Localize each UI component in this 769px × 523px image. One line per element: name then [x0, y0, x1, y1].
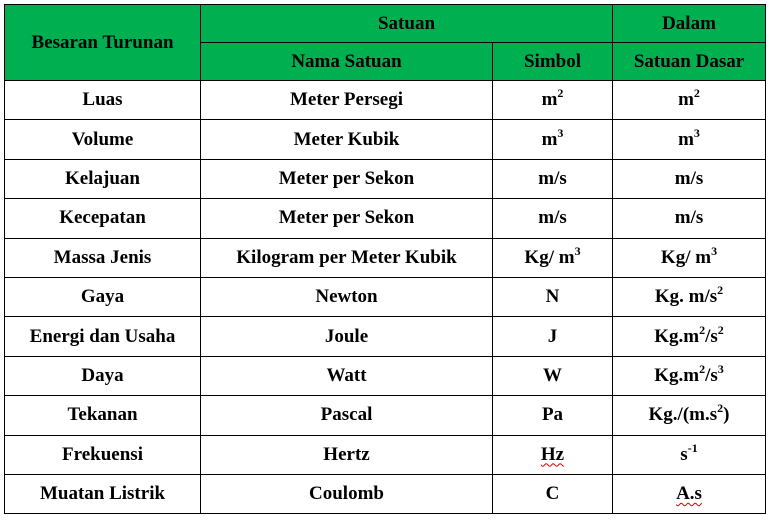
satuan-dasar-exponent: -1 — [687, 440, 698, 455]
table-row — [5, 120, 766, 159]
simbol-label: C — [545, 483, 560, 505]
header-satuan: Satuan — [201, 5, 613, 43]
satuan-dasar-exponent: 2 — [699, 361, 706, 376]
besaran-label: Energi dan Usaha — [29, 325, 176, 347]
cell-besaran — [5, 159, 201, 198]
nama-satuan-label: Joule — [324, 325, 369, 347]
header-satuan-dasar: Satuan Dasar — [613, 43, 766, 81]
satuan-dasar-label: Kg.m — [654, 364, 700, 386]
besaran-label: Muatan Listrik — [39, 483, 166, 505]
simbol-label: m — [541, 89, 558, 111]
cell-simbol — [493, 238, 613, 277]
cell-satuan-dasar — [613, 356, 766, 395]
cell-nama-satuan — [201, 356, 493, 395]
simbol-label: W — [543, 364, 562, 386]
satuan-dasar-label: Kg.m — [654, 325, 700, 347]
table-row — [5, 317, 766, 356]
satuan-dasar-exponent: 2 — [693, 86, 700, 101]
cell-nama-satuan — [201, 120, 493, 159]
table-row — [5, 81, 766, 120]
simbol-label: Kg/ m — [524, 246, 575, 268]
satuan-dasar-tail: ) — [723, 404, 730, 426]
cell-besaran — [5, 474, 201, 513]
satuan-dasar-exponent-2: 2 — [717, 322, 724, 337]
cell-nama-satuan — [201, 81, 493, 120]
satuan-dasar-exponent: 3 — [693, 125, 700, 140]
besaran-label: Gaya — [80, 286, 125, 308]
simbol-exponent: 2 — [557, 86, 564, 101]
header-dalam: Dalam — [613, 5, 766, 43]
cell-nama-satuan — [201, 199, 493, 238]
table-row — [5, 277, 766, 316]
table-row — [5, 356, 766, 395]
table-body — [5, 81, 766, 514]
satuan-dasar-label: m — [678, 89, 694, 111]
satuan-dasar-exponent-2: 3 — [717, 361, 724, 376]
satuan-dasar-tail: /s — [705, 364, 718, 386]
satuan-dasar-label: A.s — [676, 483, 702, 505]
nama-satuan-label: Meter Kubik — [293, 128, 400, 150]
nama-satuan-label: Kilogram per Meter Kubik — [236, 246, 457, 268]
simbol-exponent: 3 — [574, 243, 581, 258]
cell-satuan-dasar — [613, 199, 766, 238]
cell-nama-satuan — [201, 317, 493, 356]
table-row — [5, 238, 766, 277]
cell-besaran — [5, 277, 201, 316]
nama-satuan-label: Hertz — [323, 443, 370, 465]
table-row — [5, 435, 766, 474]
cell-nama-satuan — [201, 435, 493, 474]
header-besaran-turunan: Besaran Turunan — [5, 5, 201, 81]
satuan-dasar-label: m/s — [674, 167, 704, 189]
table-row — [5, 159, 766, 198]
besaran-label: Massa Jenis — [53, 246, 152, 268]
cell-nama-satuan — [201, 238, 493, 277]
simbol-exponent: 3 — [557, 125, 564, 140]
satuan-dasar-label: Kg./(m.s — [648, 404, 718, 426]
satuan-dasar-exponent: 2 — [717, 283, 724, 298]
simbol-label: m/s — [538, 167, 567, 189]
cell-simbol — [493, 474, 613, 513]
cell-simbol — [493, 317, 613, 356]
table-row — [5, 396, 766, 435]
cell-simbol — [493, 356, 613, 395]
besaran-label: Daya — [81, 364, 124, 386]
satuan-dasar-exponent: 2 — [717, 401, 724, 416]
cell-simbol — [493, 159, 613, 198]
besaran-label: Tekanan — [67, 404, 138, 426]
nama-satuan-label: Pascal — [320, 404, 373, 426]
table-row — [5, 199, 766, 238]
cell-satuan-dasar — [613, 317, 766, 356]
nama-satuan-label: Newton — [315, 286, 378, 308]
cell-simbol — [493, 81, 613, 120]
satuan-dasar-label: Kg. m/s — [654, 286, 718, 308]
besaran-label: Kelajuan — [65, 167, 140, 189]
besaran-label: Kecepatan — [59, 207, 146, 229]
simbol-label: N — [545, 286, 560, 308]
besaran-label: Luas — [82, 89, 123, 111]
simbol-label: J — [547, 325, 558, 347]
satuan-dasar-label: s — [680, 443, 688, 465]
satuan-dasar-exponent: 3 — [711, 243, 718, 258]
cell-besaran — [5, 81, 201, 120]
cell-nama-satuan — [201, 396, 493, 435]
cell-nama-satuan — [201, 159, 493, 198]
nama-satuan-label: Coulomb — [309, 483, 384, 505]
cell-simbol — [493, 120, 613, 159]
cell-satuan-dasar — [613, 120, 766, 159]
cell-besaran — [5, 120, 201, 159]
cell-satuan-dasar — [613, 474, 766, 513]
cell-besaran — [5, 317, 201, 356]
cell-besaran — [5, 356, 201, 395]
cell-besaran — [5, 199, 201, 238]
cell-satuan-dasar — [613, 435, 766, 474]
simbol-label: m — [541, 128, 558, 150]
simbol-label: Pa — [541, 404, 564, 426]
cell-satuan-dasar — [613, 238, 766, 277]
nama-satuan-label: Meter per Sekon — [278, 167, 415, 189]
nama-satuan-label: Meter per Sekon — [278, 207, 415, 229]
derived-quantities-table — [4, 4, 766, 514]
satuan-dasar-label: m — [678, 128, 694, 150]
header-simbol: Simbol — [493, 43, 613, 81]
cell-satuan-dasar — [613, 396, 766, 435]
cell-satuan-dasar — [613, 81, 766, 120]
cell-besaran — [5, 238, 201, 277]
header-nama-satuan: Nama Satuan — [201, 43, 493, 81]
satuan-dasar-tail: /s — [705, 325, 718, 347]
cell-simbol — [493, 435, 613, 474]
cell-besaran — [5, 396, 201, 435]
simbol-label: m/s — [538, 207, 567, 229]
table-row — [5, 474, 766, 513]
cell-simbol — [493, 277, 613, 316]
nama-satuan-label: Watt — [326, 364, 367, 386]
cell-nama-satuan — [201, 277, 493, 316]
satuan-dasar-label: m/s — [674, 207, 704, 229]
cell-satuan-dasar — [613, 277, 766, 316]
nama-satuan-label: Meter Persegi — [289, 89, 404, 111]
cell-nama-satuan — [201, 474, 493, 513]
satuan-dasar-label: Kg/ m — [660, 246, 712, 268]
simbol-label: Hz — [540, 443, 565, 465]
besaran-label: Volume — [71, 128, 134, 150]
besaran-label: Frekuensi — [62, 443, 143, 465]
cell-simbol — [493, 396, 613, 435]
cell-besaran — [5, 435, 201, 474]
satuan-dasar-exponent: 2 — [699, 322, 706, 337]
cell-simbol — [493, 199, 613, 238]
cell-satuan-dasar — [613, 159, 766, 198]
